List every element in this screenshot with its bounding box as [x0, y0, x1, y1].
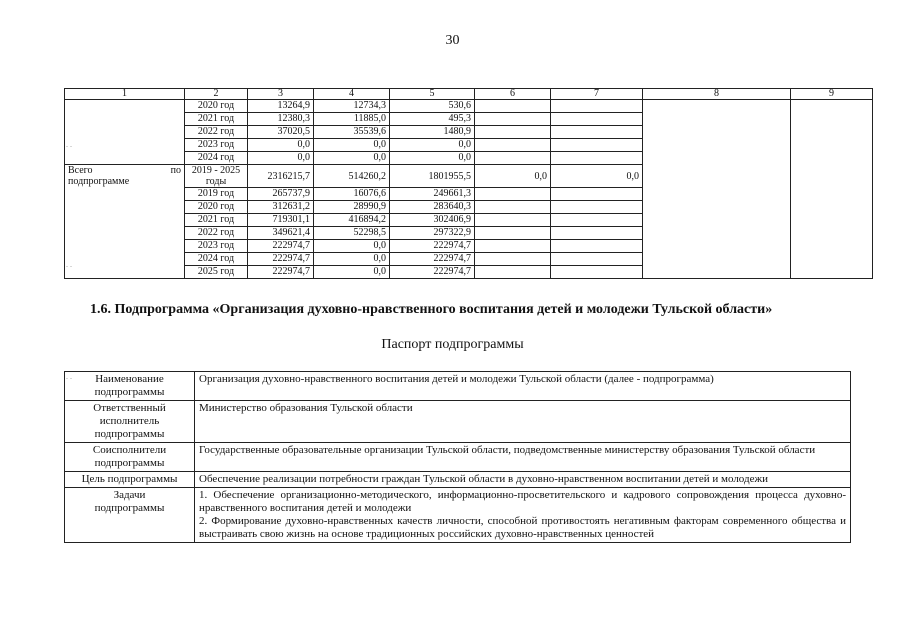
year-cell: 2021 год [185, 113, 248, 126]
total-label-right: по [170, 165, 181, 176]
year-cell: 2020 год [185, 201, 248, 214]
column-header: 7 [551, 89, 643, 100]
total-value-cell: 2316215,7 [248, 165, 314, 188]
year-cell: 2020 год [185, 100, 248, 113]
table-cell-empty [475, 227, 551, 240]
total-label [65, 165, 185, 279]
column-header: 2 [185, 89, 248, 100]
table-cell-empty [475, 188, 551, 201]
table-cell-empty [551, 139, 643, 152]
year-cell: 2021 год [185, 214, 248, 227]
year-cell: 2019 год [185, 188, 248, 201]
value-cell: 0,0 [314, 240, 390, 253]
value-cell: 16076,6 [314, 188, 390, 201]
table-cell-empty [475, 139, 551, 152]
passport-label-goal: Цель подпрограммы [65, 472, 195, 488]
value-cell: 222974,7 [390, 253, 475, 266]
passport-row-name [65, 372, 851, 401]
table-cell-empty [551, 266, 643, 279]
value-cell: 0,0 [314, 266, 390, 279]
total-label-line2: подпрограмме [68, 176, 130, 187]
total-value-cell: 0,0 [551, 165, 643, 188]
table-cell-empty [551, 214, 643, 227]
task-1: 1. Обеспечение организационно-методического, информационно-просветительского и кадрового сопровождения процесса духовно-нравственного воспитания детей и молодежи [199, 489, 846, 514]
table-cell-empty [475, 100, 551, 113]
year-cell: 2025 год [185, 266, 248, 279]
value-cell: 222974,7 [390, 266, 475, 279]
table-cell-empty [551, 152, 643, 165]
period-cell [185, 165, 248, 188]
table-cell-empty [475, 152, 551, 165]
passport-row-tasks [65, 488, 851, 543]
table-cell-empty [551, 227, 643, 240]
table-cell-empty [551, 240, 643, 253]
value-cell: 530,6 [390, 100, 475, 113]
value-cell: 222974,7 [248, 240, 314, 253]
passport-row-coexecutors [65, 443, 851, 472]
table-cell-empty [551, 126, 643, 139]
column-header: 4 [314, 89, 390, 100]
year-cell: 2022 год [185, 227, 248, 240]
value-cell: 0,0 [248, 139, 314, 152]
value-cell: 0,0 [314, 139, 390, 152]
value-cell: 0,0 [248, 152, 314, 165]
table-cell-empty [475, 240, 551, 253]
passport-row-goal [65, 472, 851, 488]
total-value-cell: 1801955,5 [390, 165, 475, 188]
value-cell: 12380,3 [248, 113, 314, 126]
table-cell-empty [65, 100, 185, 165]
table-cell-empty [551, 100, 643, 113]
table-cell-empty [475, 201, 551, 214]
column-header: 3 [248, 89, 314, 100]
value-cell: 416894,2 [314, 214, 390, 227]
table-header-row [65, 89, 873, 100]
column-header: 5 [390, 89, 475, 100]
column-header: 9 [791, 89, 873, 100]
value-cell: 0,0 [390, 139, 475, 152]
table-cell-empty [551, 253, 643, 266]
passport-value-name: Организация духовно-нравственного воспитания детей и молодежи Тульской области (далее - подпрограмма) [195, 372, 851, 401]
table-cell-empty [475, 266, 551, 279]
value-cell: 0,0 [314, 152, 390, 165]
table-cell-empty [551, 113, 643, 126]
passport-row-executor [65, 401, 851, 443]
value-cell: 349621,4 [248, 227, 314, 240]
passport-value-coexecutors: Государственные образовательные организации Тульской области, подведомственные министерству образования Тульской области [195, 443, 851, 472]
year-cell: 2024 год [185, 253, 248, 266]
year-cell: 2024 год [185, 152, 248, 165]
column-header: 8 [643, 89, 791, 100]
table-cell-empty [475, 214, 551, 227]
passport-value-executor: Министерство образования Тульской области [195, 401, 851, 443]
value-cell: 1480,9 [390, 126, 475, 139]
value-cell: 0,0 [314, 253, 390, 266]
period-line1: 2019 - 2025 [191, 165, 241, 176]
value-cell: 37020,5 [248, 126, 314, 139]
financing-table [64, 88, 873, 279]
value-cell: 222974,7 [248, 253, 314, 266]
total-label-left: Всего [68, 165, 93, 176]
table-cell-empty [643, 100, 791, 279]
passport-value-tasks [195, 488, 851, 543]
value-cell: 297322,9 [390, 227, 475, 240]
passport-label-coexecutors: Соисполнители подпрограммы [65, 443, 195, 472]
table-cell-empty [791, 100, 873, 279]
column-header: 1 [65, 89, 185, 100]
value-cell: 11885,0 [314, 113, 390, 126]
table-cell-empty [551, 188, 643, 201]
passport-table [64, 371, 851, 543]
value-cell: 265737,9 [248, 188, 314, 201]
year-cell: 2023 год [185, 240, 248, 253]
column-header: 6 [475, 89, 551, 100]
value-cell: 0,0 [390, 152, 475, 165]
value-cell: 312631,2 [248, 201, 314, 214]
total-value-cell: 0,0 [475, 165, 551, 188]
value-cell: 12734,3 [314, 100, 390, 113]
value-cell: 495,3 [390, 113, 475, 126]
passport-label-tasks: Задачи подпрограммы [65, 488, 195, 543]
passport-value-goal: Обеспечение реализации потребности граждан Тульской области в духовно-нравственном воспитании детей и молодежи [195, 472, 851, 488]
value-cell: 35539,6 [314, 126, 390, 139]
value-cell: 222974,7 [248, 266, 314, 279]
year-cell: 2023 год [185, 139, 248, 152]
table-cell-empty [475, 113, 551, 126]
year-cell: 2022 год [185, 126, 248, 139]
value-cell: 283640,3 [390, 201, 475, 214]
passport-label-name: Наименование подпрограммы [65, 372, 195, 401]
section-heading: 1.6. Подпрограмма «Организация духовно-нравственного воспитания детей и молодежи Тульской области» [90, 302, 773, 317]
table-row [65, 100, 873, 113]
table-cell-empty [551, 201, 643, 214]
value-cell: 222974,7 [390, 240, 475, 253]
period-line2: годы [205, 176, 227, 187]
value-cell: 13264,9 [248, 100, 314, 113]
total-value-cell: 514260,2 [314, 165, 390, 188]
table-cell-empty [475, 126, 551, 139]
passport-title: Паспорт подпрограммы [381, 337, 524, 352]
table-cell-empty [475, 253, 551, 266]
passport-label-executor: Ответственный исполнитель подпрограммы [65, 401, 195, 443]
task-2: 2. Формирование духовно-нравственных качеств личности, способной противостоять негативным факторам современного общества и выстраивать свою жизнь на основе традиционных российских духовно-нравственных ценностей [199, 515, 846, 540]
value-cell: 52298,5 [314, 227, 390, 240]
value-cell: 302406,9 [390, 214, 475, 227]
value-cell: 719301,1 [248, 214, 314, 227]
page-number: 30 [445, 33, 460, 48]
value-cell: 249661,3 [390, 188, 475, 201]
value-cell: 28990,9 [314, 201, 390, 214]
